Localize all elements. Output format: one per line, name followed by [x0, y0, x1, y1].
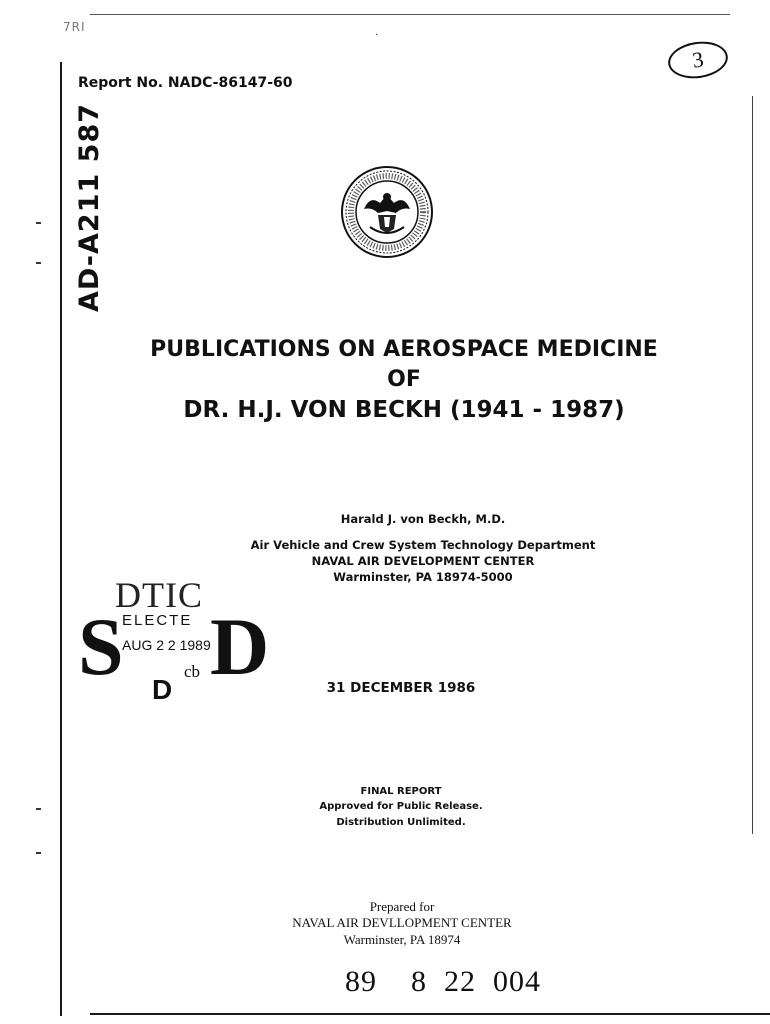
stamp-initials: cb [184, 662, 201, 681]
stamp-letter-d-small: D [152, 674, 173, 705]
scan-mark: 7RI [63, 20, 86, 34]
prepared-for-label: Prepared for [369, 899, 435, 914]
margin-dash [36, 852, 41, 854]
organization: NAVAL AIR DEVELOPMENT CENTER [311, 554, 535, 568]
distribution-statement: Distribution Unlimited. [336, 817, 466, 828]
stamp-letter-s: S [78, 601, 124, 692]
final-report-label: FINAL REPORT [360, 786, 442, 797]
title-line-3: DR. H.J. VON BECKH (1941 - 1987) [183, 397, 625, 423]
accession-stamp-number: 89 8 22 004 [345, 965, 541, 998]
right-border-line [752, 96, 753, 834]
prepared-for-location: Warminster, PA 18974 [343, 932, 461, 947]
department: Air Vehicle and Crew System Technology Department [250, 538, 596, 552]
approval-statement: Approved for Public Release. [319, 801, 483, 812]
top-dot: · [375, 30, 379, 41]
electe-label: ELECTE [122, 612, 193, 629]
location: Warminster, PA 18974-5000 [333, 570, 513, 584]
margin-dash [36, 222, 41, 224]
navy-seal-icon [340, 165, 434, 259]
dtic-label: DTIC [115, 575, 203, 615]
circled-number: 3 [666, 38, 730, 82]
bottom-border-line [90, 1013, 770, 1015]
margin-dash [36, 262, 41, 264]
stamp-date: AUG 2 2 1989 [122, 637, 211, 653]
author-name: Harald J. von Beckh, M.D. [340, 512, 506, 526]
top-border-line [90, 14, 730, 15]
accession-number: AD-A211 587 [74, 102, 105, 312]
report-number: Report No. NADC-86147-60 [78, 75, 293, 91]
title-line-2: OF [387, 367, 421, 392]
title-line-1: PUBLICATIONS ON AEROSPACE MEDICINE [150, 337, 658, 362]
stamp-letter-d-large: D [210, 601, 270, 692]
prepared-for-organization: NAVAL AIR DEVLLOPMENT CENTER [292, 915, 512, 930]
report-date: 31 DECEMBER 1986 [326, 680, 476, 696]
